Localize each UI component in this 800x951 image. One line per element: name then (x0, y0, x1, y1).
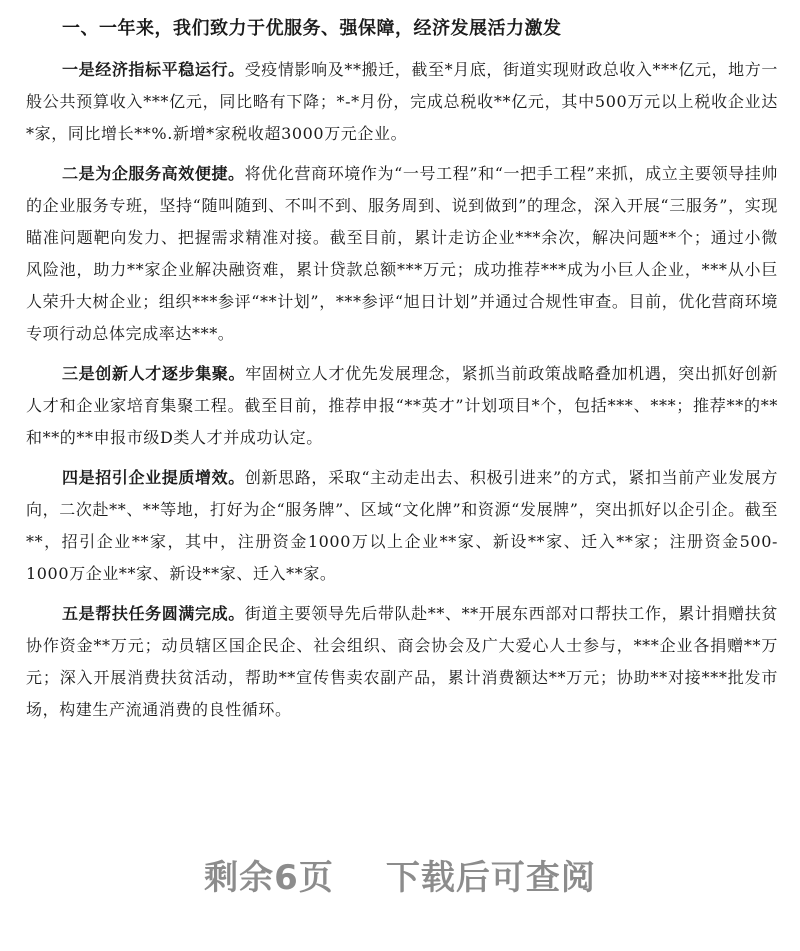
remaining-pages-text: 剩余6页 (204, 858, 334, 898)
paragraph-text: 将优化营商环境作为“一号工程”和“一把手工程”来抓，成立主要领导挂帅的企业服务专班，坚持“随叫随到、不叫不到、服务周到、说到做到”的理念，深入开展“三服务”，实现瞄准问题靶向发力、把握需求精准对接。截至目前，累计走访企业***余次，解决问题**个；通过小微风险池，助力**家企业解决融资难，累计贷款总额***万元；成功推荐***成为小巨人企业，***从小巨人荣升大树企业；组织***参评“**计划”，***参评“旭日计划”并通过合规性审查。目前，优化营商环境专项行动总体完成率达***。 (26, 164, 778, 343)
paragraph-lead: 二是为企服务高效便捷。 (62, 164, 245, 183)
paragraph-text: 创新思路，采取“主动走出去、积极引进来”的方式，紧扣当前产业发展方向，二次赴**、**等地，打好为企“服务牌”、区域“文化牌”和资源“发展牌”，突出抓好以企引企。截至**，招引企业**家，其中，注册资金1000万以上企业**家、新设**家、迁入**家；注册资金500-1000万企业**家、新设**家、迁入**家。 (26, 468, 778, 583)
paragraph-poverty-aid (26, 598, 778, 726)
paragraph-investment (26, 462, 778, 590)
paragraph-enterprise-service (26, 158, 778, 350)
paragraph-lead: 一是经济指标平稳运行。 (62, 60, 245, 79)
paragraph-economy (26, 54, 778, 150)
section-heading: 一、一年来，我们致力于优服务、强保障，经济发展活力激发 (62, 18, 562, 39)
document-body (26, 54, 778, 734)
paragraph-text: 受疫情影响及**搬迁，截至*月底，街道实现财政总收入***亿元，地方一般公共预算收入***亿元，同比略有下降；*-*月份，完成总税收**亿元，其中500万元以上税收企业达*家，同比增长**%.新增*家税收超3000万元企业。 (26, 60, 778, 143)
download-to-view-text: 下载后可查阅 (385, 858, 596, 898)
paragraph-lead: 三是创新人才逐步集聚。 (62, 364, 246, 383)
paragraph-text: 街道主要领导先后带队赴**、**开展东西部对口帮扶工作，累计捐赠扶贫协作资金**万元；动员辖区国企民企、社会组织、商会协会及广大爱心人士参与，***企业各捐赠**万元；深入开展消费扶贫活动，帮助**宣传售卖农副产品，累计消费额达**万元；协助**对接***批发市场，构建生产流通消费的良性循环。 (26, 604, 778, 719)
paragraph-lead: 五是帮扶任务圆满完成。 (62, 604, 245, 623)
download-prompt[interactable] (0, 850, 800, 899)
paragraph-text: 牢固树立人才优先发展理念，紧抓当前政策战略叠加机遇，突出抓好创新人才和企业家培育集聚工程。截至目前，推荐申报“**英才”计划项目*个，包括***、***；推荐**的**和**的**申报市级D类人才并成功认定。 (26, 364, 779, 447)
paragraph-lead: 四是招引企业提质增效。 (62, 468, 245, 487)
paragraph-talent (26, 358, 778, 454)
